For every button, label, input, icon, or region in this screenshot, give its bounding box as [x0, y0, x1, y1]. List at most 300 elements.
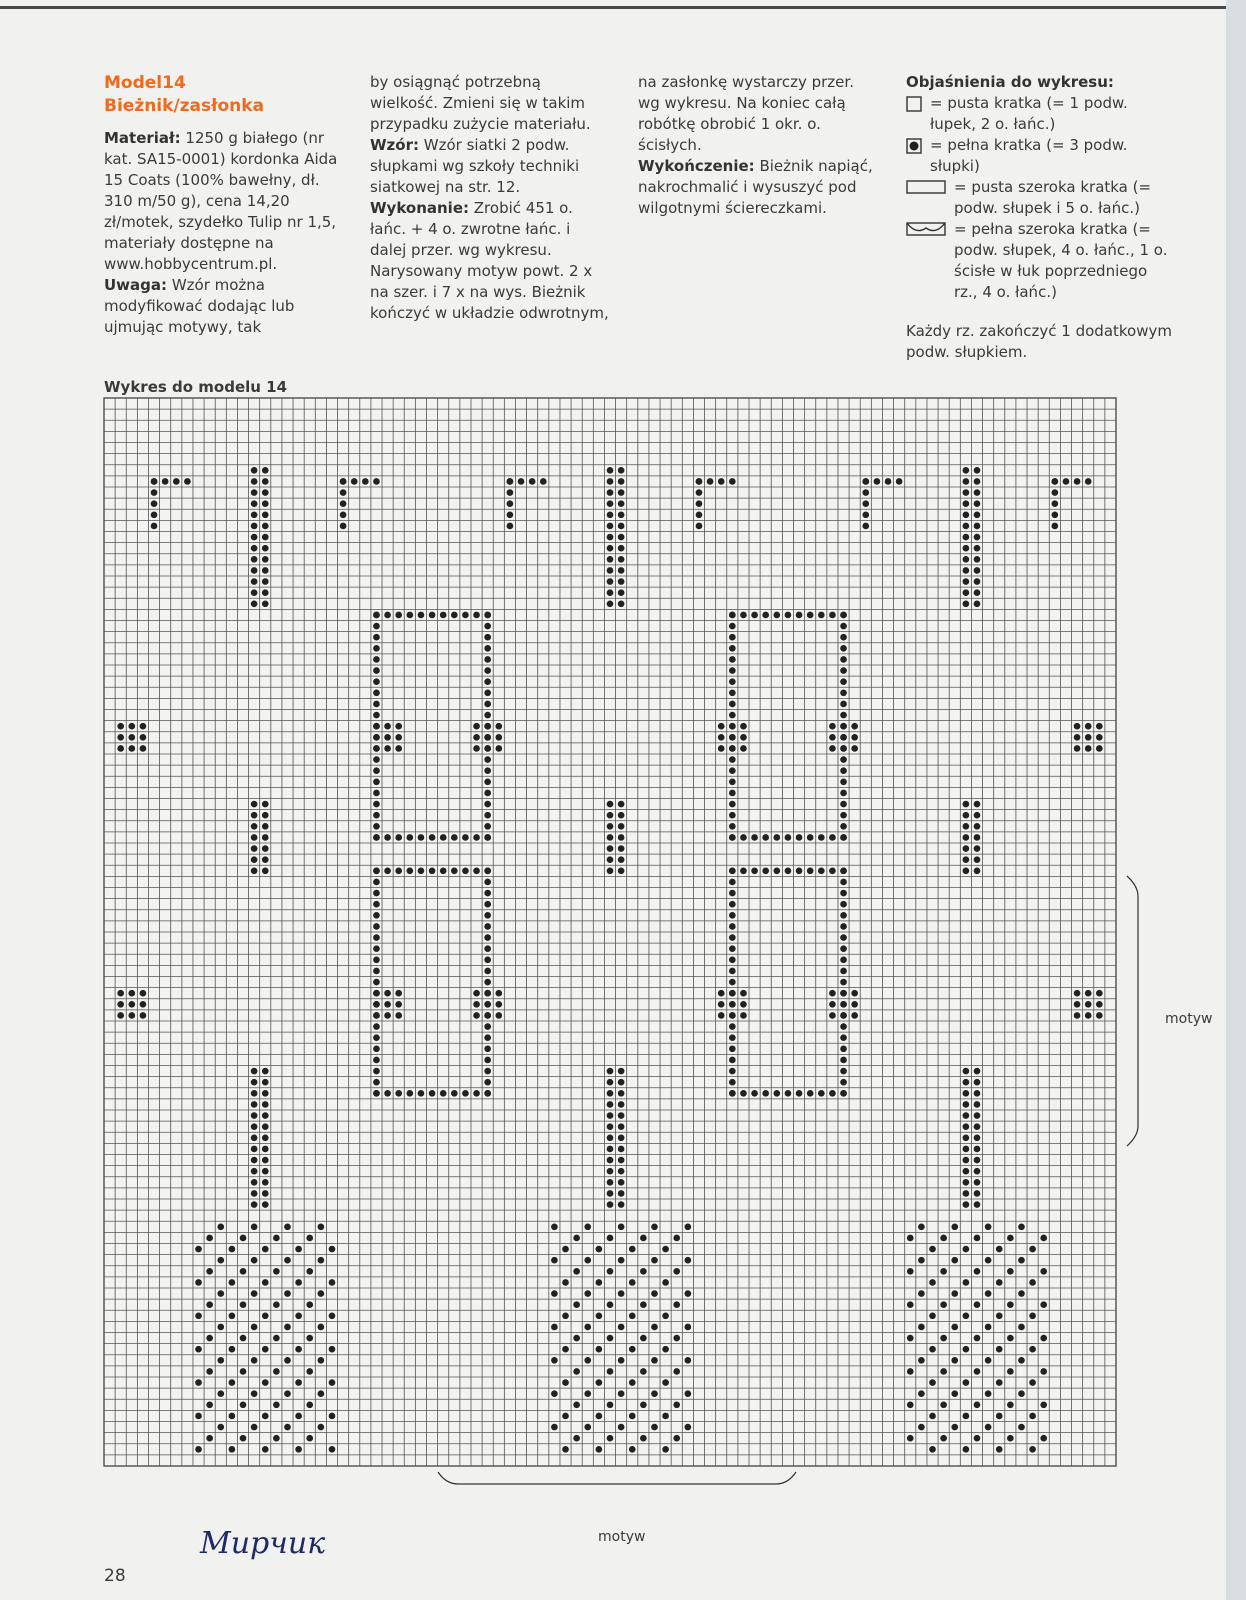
filled-cell [1085, 1001, 1092, 1008]
filled-cell [395, 990, 402, 997]
filled-cell [918, 1223, 925, 1230]
filled-cell [851, 1001, 858, 1008]
filled-cell [562, 1446, 569, 1453]
filled-cell [373, 901, 380, 908]
filled-cell [140, 734, 147, 741]
filled-cell [473, 734, 480, 741]
filled-cell [729, 890, 736, 897]
filled-cell [985, 1290, 992, 1297]
filled-cell [373, 478, 380, 485]
filled-cell [262, 500, 269, 507]
filled-cell [729, 823, 736, 830]
filled-cell [829, 867, 836, 874]
filled-cell [262, 1379, 269, 1386]
signature: Мирчик [200, 1526, 326, 1561]
filled-cell [963, 523, 970, 530]
filled-cell [963, 578, 970, 585]
filled-cell [306, 1368, 313, 1375]
filled-cell [195, 1279, 202, 1286]
material-label: Materiał: [104, 129, 181, 147]
filled-cell [484, 712, 491, 719]
filled-cell [306, 1435, 313, 1442]
filled-cell [607, 567, 614, 574]
filled-cell [740, 734, 747, 741]
filled-cell [840, 1045, 847, 1052]
filled-cell [840, 756, 847, 763]
filled-cell [618, 1201, 625, 1208]
uwaga-text: Wzór można modyfikować dodając lub ujmując motywy, tak [104, 276, 295, 336]
filled-cell [963, 867, 970, 874]
filled-cell [840, 867, 847, 874]
filled-cell [796, 867, 803, 874]
filled-cell [318, 1324, 325, 1331]
filled-cell [651, 1424, 658, 1431]
filled-cell [729, 867, 736, 874]
filled-cell [607, 489, 614, 496]
filled-cell [373, 1034, 380, 1041]
filled-cell [963, 1090, 970, 1097]
filled-cell [1018, 1257, 1025, 1264]
filled-cell [840, 734, 847, 741]
filled-cell [740, 612, 747, 619]
filled-cell [462, 1090, 469, 1097]
filled-cell [284, 1290, 291, 1297]
filled-cell [785, 834, 792, 841]
filled-cell [206, 1235, 213, 1242]
filled-cell [818, 612, 825, 619]
filled-cell [829, 1001, 836, 1008]
filled-cell [329, 1346, 336, 1353]
filled-cell [729, 478, 736, 485]
filled-cell [484, 767, 491, 774]
filled-cell [262, 1146, 269, 1153]
filled-cell [451, 612, 458, 619]
filled-cell [963, 467, 970, 474]
filled-cell [607, 1368, 614, 1375]
filled-cell [607, 1401, 614, 1408]
filled-cell [673, 1235, 680, 1242]
filled-cell [395, 1001, 402, 1008]
filled-cell [251, 589, 258, 596]
uwaga-label: Uwaga: [104, 276, 168, 294]
filled-cell [117, 734, 124, 741]
filled-cell [373, 767, 380, 774]
filled-cell [618, 1090, 625, 1097]
filled-cell [340, 478, 347, 485]
filled-cell [607, 867, 614, 874]
filled-cell [729, 990, 736, 997]
filled-cell [484, 1068, 491, 1075]
filled-cell [985, 1223, 992, 1230]
filled-cell [796, 1090, 803, 1097]
filled-cell [607, 812, 614, 819]
filled-cell [974, 1168, 981, 1175]
filled-cell [451, 834, 458, 841]
filled-cell [484, 656, 491, 663]
filled-cell [796, 834, 803, 841]
filled-cell [974, 1101, 981, 1108]
filled-cell [373, 956, 380, 963]
filled-cell [251, 1223, 258, 1230]
filled-cell [996, 1346, 1003, 1353]
filled-cell [996, 1279, 1003, 1286]
filled-cell [740, 1090, 747, 1097]
filled-cell [251, 1179, 258, 1186]
filled-cell [840, 1090, 847, 1097]
filled-cell [262, 1112, 269, 1119]
filled-cell [685, 1324, 692, 1331]
filled-cell [607, 500, 614, 507]
filled-cell [974, 1134, 981, 1141]
filled-cell [974, 1201, 981, 1208]
filled-cell [729, 879, 736, 886]
filled-cell [718, 1001, 725, 1008]
filled-cell [729, 645, 736, 652]
filled-cell [373, 1079, 380, 1086]
filled-cell [840, 645, 847, 652]
filled-cell [295, 1312, 302, 1319]
filled-cell [974, 1435, 981, 1442]
filled-cell [974, 1068, 981, 1075]
filled-cell [373, 801, 380, 808]
filled-cell [295, 1279, 302, 1286]
filled-cell [1052, 500, 1059, 507]
filled-cell [1018, 1357, 1025, 1364]
filled-cell [729, 1068, 736, 1075]
filled-cell [907, 1368, 914, 1375]
filled-cell [251, 1079, 258, 1086]
filled-cell [195, 1413, 202, 1420]
filled-cell [729, 1079, 736, 1086]
filled-cell [607, 523, 614, 530]
filled-cell [484, 723, 491, 730]
filled-cell [629, 1246, 636, 1253]
filled-cell [840, 1079, 847, 1086]
filled-cell [907, 1435, 914, 1442]
filled-cell [440, 1090, 447, 1097]
filled-cell [206, 1301, 213, 1308]
filled-cell [351, 478, 358, 485]
filled-cell [963, 478, 970, 485]
filled-cell [1040, 1335, 1047, 1342]
filled-cell [495, 1001, 502, 1008]
filled-cell [217, 1290, 224, 1297]
filled-cell [740, 834, 747, 841]
filled-cell [429, 834, 436, 841]
filled-cell [963, 1179, 970, 1186]
filled-cell [418, 867, 425, 874]
filled-cell [618, 1223, 625, 1230]
filled-cell [685, 1357, 692, 1364]
filled-cell [584, 1324, 591, 1331]
filled-cell [284, 1424, 291, 1431]
filled-cell [729, 834, 736, 841]
filled-cell [963, 801, 970, 808]
filled-cell [251, 1424, 258, 1431]
filled-cell [251, 1324, 258, 1331]
filled-cell [840, 968, 847, 975]
filled-cell [1096, 1012, 1103, 1019]
filled-cell [596, 1446, 603, 1453]
filled-cell [273, 1301, 280, 1308]
filled-cell [329, 1312, 336, 1319]
filled-cell [229, 1413, 236, 1420]
filled-cell [384, 612, 391, 619]
filled-cell [729, 1023, 736, 1030]
filled-cell [840, 656, 847, 663]
filled-cell [206, 1401, 213, 1408]
filled-cell [584, 1357, 591, 1364]
filled-cell [729, 767, 736, 774]
filled-cell [607, 1134, 614, 1141]
filled-cell [963, 1379, 970, 1386]
filled-cell [473, 867, 480, 874]
filled-cell [151, 489, 158, 496]
filled-cell [395, 867, 402, 874]
filled-cell [851, 723, 858, 730]
filled-cell [607, 1101, 614, 1108]
legend-title: Objaśnienia do wykresu: [906, 73, 1114, 91]
filled-cell [462, 834, 469, 841]
filled-cell [618, 1101, 625, 1108]
filled-cell [840, 912, 847, 919]
filled-cell [607, 1146, 614, 1153]
filled-cell [373, 1023, 380, 1030]
filled-cell [740, 745, 747, 752]
filled-cell [718, 734, 725, 741]
filled-cell [718, 1012, 725, 1019]
filled-cell [918, 1424, 925, 1431]
filled-cell [473, 1012, 480, 1019]
filled-cell [718, 723, 725, 730]
filled-cell [262, 867, 269, 874]
filled-cell [251, 834, 258, 841]
filled-cell [406, 612, 413, 619]
filled-cell [618, 801, 625, 808]
filled-cell [996, 1246, 1003, 1253]
filled-cell [262, 1090, 269, 1097]
filled-cell [229, 1312, 236, 1319]
filled-cell [217, 1223, 224, 1230]
filled-cell [273, 1368, 280, 1375]
filled-cell [629, 1312, 636, 1319]
filled-cell [306, 1235, 313, 1242]
filled-cell [373, 1045, 380, 1052]
filled-cell [696, 489, 703, 496]
filled-cell [707, 478, 714, 485]
filled-cell [262, 589, 269, 596]
filled-cell [840, 923, 847, 930]
filled-cell [985, 1357, 992, 1364]
filled-cell [318, 1424, 325, 1431]
filled-cell [117, 723, 124, 730]
filled-cell [607, 1179, 614, 1186]
filled-cell [963, 1068, 970, 1075]
filled-cell [251, 845, 258, 852]
filled-cell [429, 1090, 436, 1097]
filled-cell [418, 834, 425, 841]
filled-cell [484, 778, 491, 785]
filled-cell [618, 856, 625, 863]
filled-cell [963, 1123, 970, 1130]
filled-cell [596, 1312, 603, 1319]
filled-cell [251, 523, 258, 530]
filled-cell [229, 1446, 236, 1453]
filled-cell [985, 1390, 992, 1397]
filled-cell [251, 467, 258, 474]
filled-cell [974, 478, 981, 485]
filled-cell [596, 1246, 603, 1253]
filled-cell [484, 701, 491, 708]
filled-cell [729, 612, 736, 619]
filled-cell [117, 1012, 124, 1019]
filled-cell [262, 1201, 269, 1208]
filled-cell [974, 1179, 981, 1186]
filled-cell [484, 979, 491, 986]
filled-cell [484, 901, 491, 908]
filled-cell [1074, 1001, 1081, 1008]
filled-cell [295, 1246, 302, 1253]
filled-cell [1096, 990, 1103, 997]
filled-cell [251, 1090, 258, 1097]
filled-cell [607, 1112, 614, 1119]
chart-title: Wykres do modelu 14 [104, 378, 288, 396]
filled-cell [540, 478, 547, 485]
filled-cell [773, 1090, 780, 1097]
filled-cell [462, 612, 469, 619]
filled-cell [729, 945, 736, 952]
filled-cell [484, 1045, 491, 1052]
filled-cell [384, 990, 391, 997]
filled-cell [1007, 1368, 1014, 1375]
filled-cell [673, 1268, 680, 1275]
filled-cell [618, 567, 625, 574]
filled-cell [484, 812, 491, 819]
filled-cell [974, 1112, 981, 1119]
filled-cell [885, 478, 892, 485]
filled-cell [963, 567, 970, 574]
filled-cell [840, 745, 847, 752]
filled-cell [918, 1257, 925, 1264]
filled-cell [974, 856, 981, 863]
filled-cell [229, 1246, 236, 1253]
filled-cell [484, 1079, 491, 1086]
filled-cell [373, 923, 380, 930]
filled-cell [773, 834, 780, 841]
filled-cell [251, 545, 258, 552]
filled-cell [974, 556, 981, 563]
filled-cell [840, 1023, 847, 1030]
filled-cell [1096, 1001, 1103, 1008]
filled-cell [262, 823, 269, 830]
filled-cell [974, 1123, 981, 1130]
filled-cell [384, 1012, 391, 1019]
filled-cell [1018, 1390, 1025, 1397]
filled-cell [251, 1146, 258, 1153]
filled-cell [373, 678, 380, 685]
filled-cell [284, 1324, 291, 1331]
filled-cell [729, 656, 736, 663]
filled-cell [418, 612, 425, 619]
filled-cell [484, 756, 491, 763]
filled-cell [963, 534, 970, 541]
filled-cell [140, 1012, 147, 1019]
filled-cell [1052, 478, 1059, 485]
filled-cell [607, 834, 614, 841]
filled-cell [373, 701, 380, 708]
filled-cell [829, 834, 836, 841]
filled-cell [729, 1012, 736, 1019]
filled-cell [607, 1301, 614, 1308]
filled-cell [373, 778, 380, 785]
filled-cell [184, 478, 191, 485]
filled-cell [284, 1223, 291, 1230]
filled-cell [373, 1001, 380, 1008]
filled-cell [262, 523, 269, 530]
filled-cell [473, 1001, 480, 1008]
filled-cell [217, 1324, 224, 1331]
filled-cell [596, 1346, 603, 1353]
filled-cell [929, 1413, 936, 1420]
filled-cell [974, 589, 981, 596]
filled-cell [607, 801, 614, 808]
filled-cell [651, 1223, 658, 1230]
filled-cell [329, 1446, 336, 1453]
filled-cell [673, 1335, 680, 1342]
filled-cell [484, 689, 491, 696]
filled-cell [607, 545, 614, 552]
filled-cell [1040, 1368, 1047, 1375]
filled-cell [484, 1057, 491, 1064]
filled-cell [1040, 1435, 1047, 1442]
filled-cell [729, 901, 736, 908]
filled-cell [963, 489, 970, 496]
filled-cell [562, 1279, 569, 1286]
filled-cell [562, 1413, 569, 1420]
filled-cell [629, 1413, 636, 1420]
filled-cell [1007, 1335, 1014, 1342]
filled-cell [963, 1201, 970, 1208]
filled-cell [829, 723, 836, 730]
filled-cell [551, 1324, 558, 1331]
filled-cell [718, 478, 725, 485]
filled-cell [618, 523, 625, 530]
filled-cell [974, 545, 981, 552]
filled-cell [195, 1346, 202, 1353]
filled-cell [840, 712, 847, 719]
filled-cell [495, 745, 502, 752]
filled-cell [729, 934, 736, 941]
filled-cell [495, 734, 502, 741]
filled-cell [618, 556, 625, 563]
filled-cell [729, 778, 736, 785]
filled-cell [251, 823, 258, 830]
filled-cell [751, 1090, 758, 1097]
filled-cell [974, 467, 981, 474]
filled-cell [551, 1223, 558, 1230]
filled-cell [262, 1279, 269, 1286]
filled-cell [974, 567, 981, 574]
filled-cell [262, 1168, 269, 1175]
filled-cell [262, 578, 269, 585]
filled-cell [874, 478, 881, 485]
filled-cell [1040, 1268, 1047, 1275]
filled-cell [484, 1023, 491, 1030]
filled-cell [729, 634, 736, 641]
filled-cell [729, 689, 736, 696]
filled-cell [373, 756, 380, 763]
motif-bracket-bottom [438, 1472, 796, 1484]
